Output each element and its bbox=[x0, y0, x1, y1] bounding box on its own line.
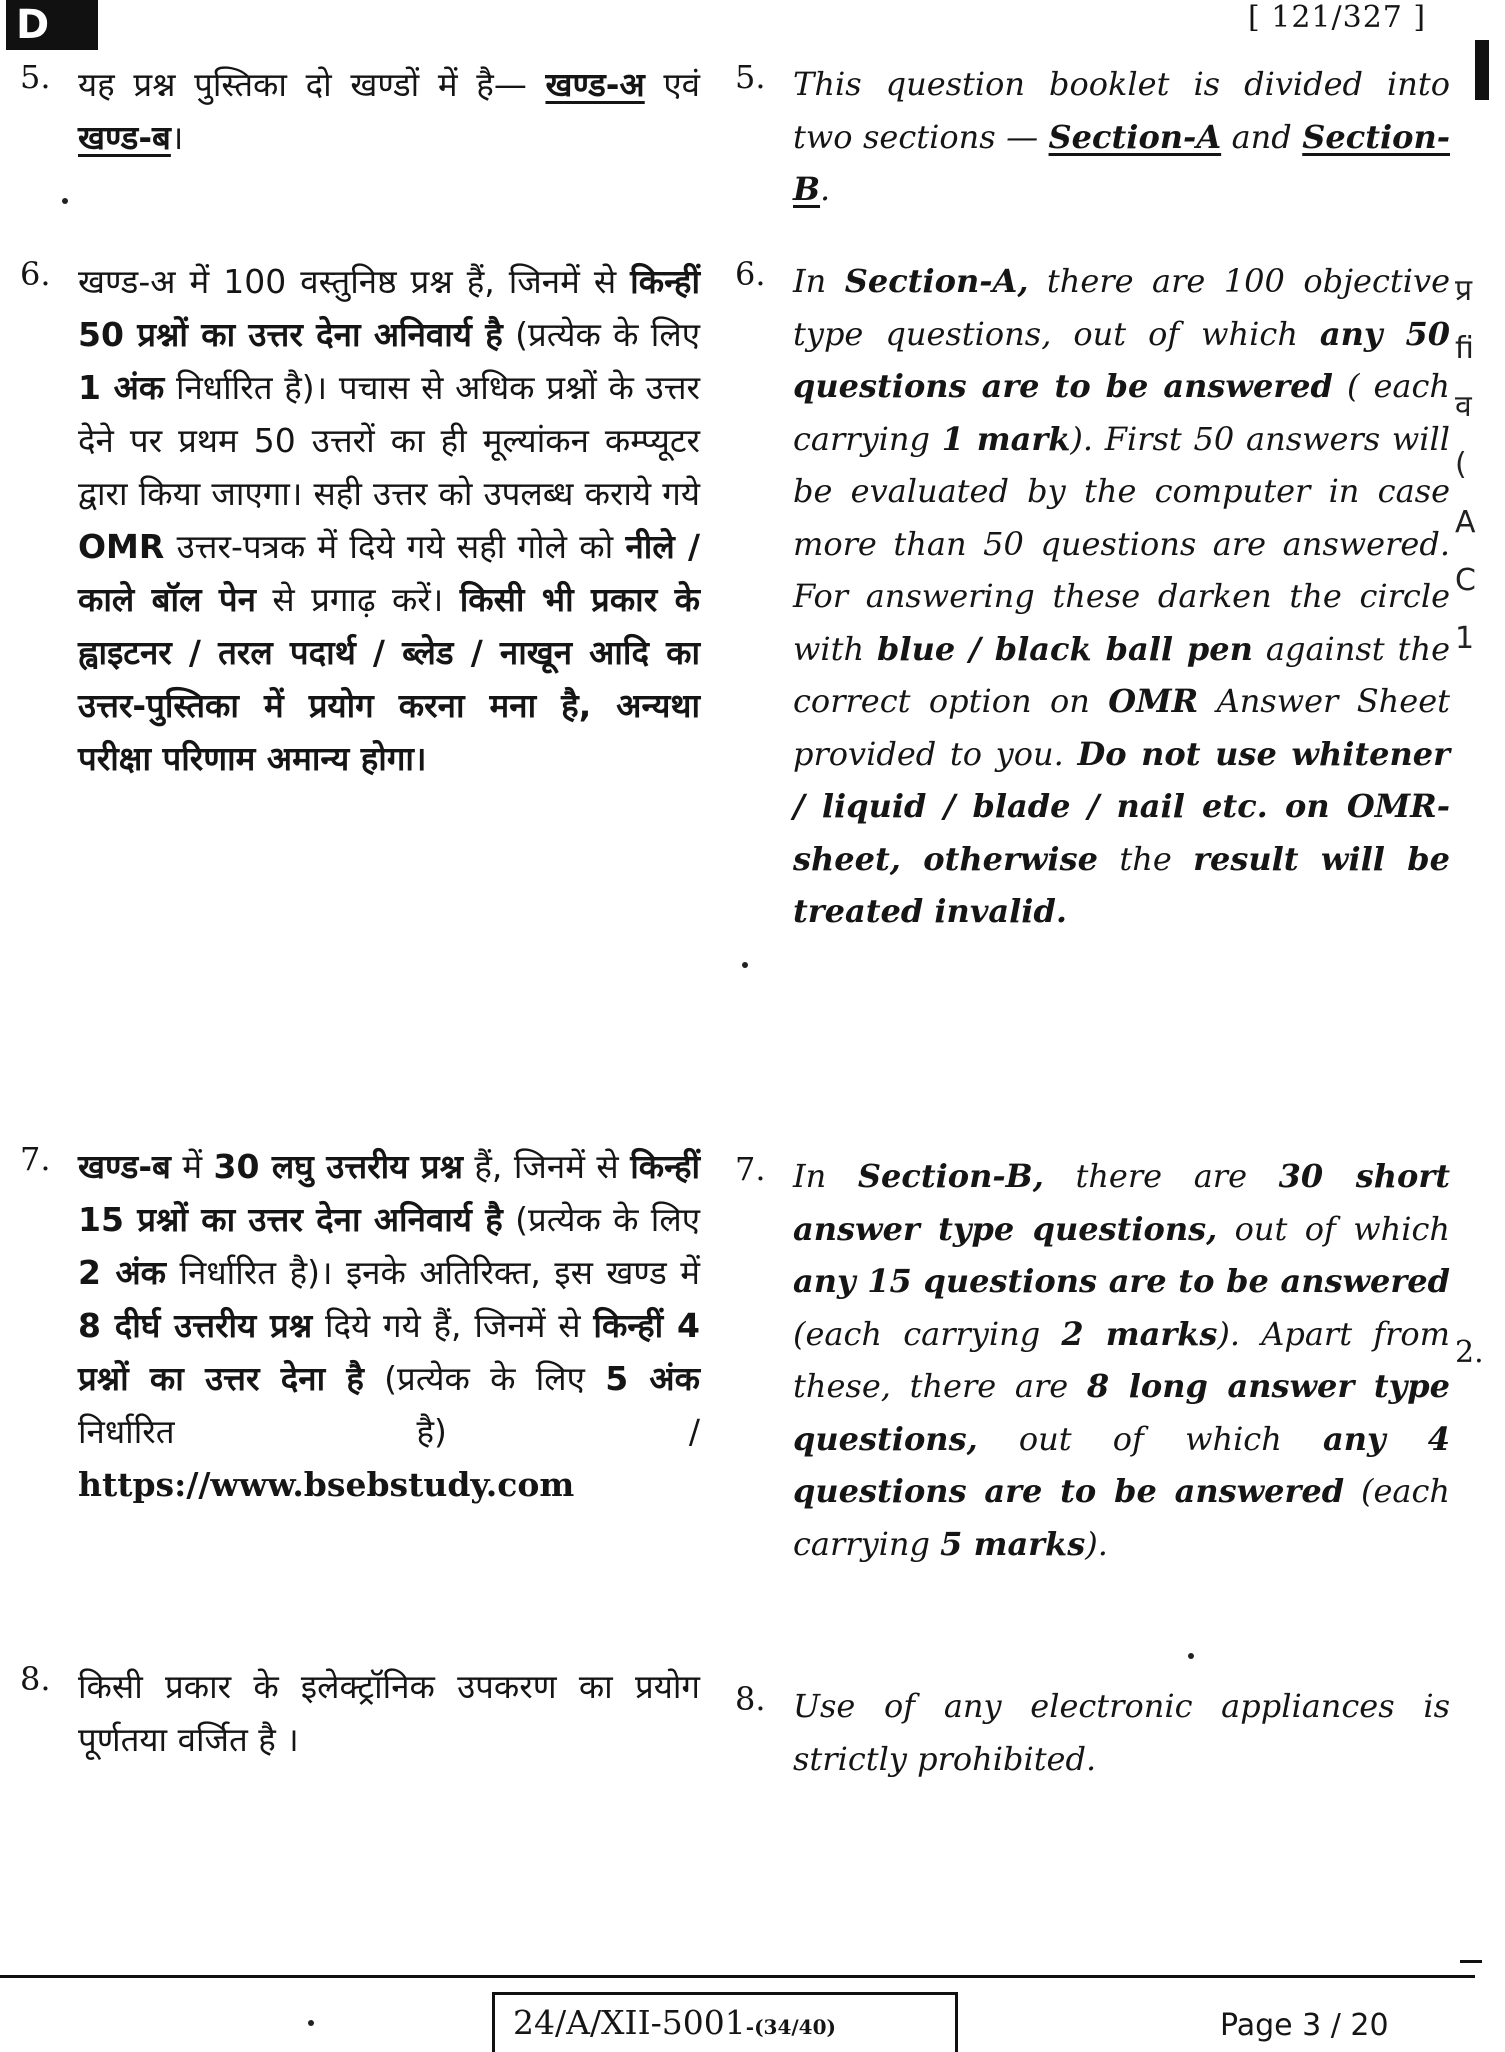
instruction-text bbox=[793, 1680, 1450, 1785]
text-run: हैं, जिनमें से bbox=[462, 1147, 631, 1186]
text-run: In bbox=[793, 262, 845, 300]
text-run: any 15 questions are to be answered bbox=[793, 1262, 1450, 1300]
text-run: 30 लघु उत्तरीय प्रश्न bbox=[213, 1147, 463, 1186]
footer-dash bbox=[1460, 1960, 1482, 1963]
text-run: ). Apart from these, there are bbox=[793, 1314, 1450, 1405]
text-run: 5 marks bbox=[940, 1524, 1086, 1563]
page-number: Page 3 / 20 bbox=[1220, 2008, 1389, 2043]
text-run: से प्रगाढ़ करें। bbox=[255, 580, 460, 619]
margin-glyph: ( bbox=[1455, 447, 1467, 482]
text-run: । bbox=[170, 118, 184, 157]
instruction-text bbox=[793, 58, 1450, 216]
margin-number: 2. bbox=[1455, 1335, 1484, 1370]
paper-code: 24/A/XII-5001 bbox=[513, 2003, 746, 2042]
text-run: किन्हीं 4 प्रश्नों का उत्तर देना है bbox=[78, 1306, 700, 1398]
text-run: any 50 questions are to be answered bbox=[793, 314, 1451, 405]
edge-mark bbox=[1475, 40, 1489, 100]
english-instruction-7 bbox=[735, 1150, 1450, 1570]
text-run: 8 long answer type questions, bbox=[793, 1367, 1451, 1458]
text-run: खण्ड-ब bbox=[78, 1147, 171, 1186]
section-b-label: खण्ड-ब bbox=[78, 118, 171, 157]
item-number: 7. bbox=[20, 1140, 51, 1178]
margin-glyph: व bbox=[1455, 389, 1472, 424]
section-b-label: Section-B bbox=[793, 117, 1451, 208]
text-run: निर्धारित है)। पचास से अधिक प्रश्नों के उत्तर देने पर प्रथम 50 उत्तरों का ही मूल्यांकन कम्प्यूटर द्वारा किया जाएगा। सही उत्तर को उपलब्ध कराये गये bbox=[78, 368, 700, 513]
text-run: result will be treated invalid. bbox=[793, 839, 1451, 930]
text-run: एवं bbox=[644, 65, 700, 104]
item-number: 5. bbox=[735, 58, 766, 96]
text-run: blue / black ball pen bbox=[877, 629, 1253, 668]
scan-speck bbox=[1188, 1653, 1194, 1659]
item-number: 8. bbox=[20, 1660, 51, 1698]
text-run: निर्धारित है)। इनके अतिरिक्त, इस खण्ड में bbox=[166, 1253, 700, 1292]
text-run: In bbox=[793, 1157, 858, 1195]
hindi-instruction-7 bbox=[20, 1140, 700, 1511]
hindi-instruction-5 bbox=[20, 58, 700, 164]
text-run: the bbox=[1097, 839, 1194, 878]
text-run: किसी भी प्रकार के ह्वाइटनर / तरल पदार्थ / ब्लेड / नाखून आदि का उत्तर-पुस्तिका में प्रयोग करना मना है, अन्यथा परीक्षा परिणाम अमान्य होगा। bbox=[78, 580, 700, 778]
english-instruction-5 bbox=[735, 58, 1450, 216]
text-run: Do not use whitener / liquid / blade / nail etc. on OMR-sheet, otherwise bbox=[793, 734, 1451, 878]
english-instruction-6 bbox=[735, 255, 1450, 938]
item-number: 5. bbox=[20, 58, 51, 96]
text-run: ). First 50 answers will be evaluated by the computer in case more than 50 questions are answered. For answering these darken the circle with bbox=[793, 419, 1450, 668]
page-code: [ 121/327 ] bbox=[1248, 0, 1427, 35]
text-run: and bbox=[1221, 117, 1303, 156]
margin-glyph: 1 bbox=[1455, 621, 1475, 656]
text-run: OMR bbox=[78, 527, 165, 566]
text-run: खण्ड-अ में 100 वस्तुनिष्ठ प्रश्न हैं, जिनमें से bbox=[78, 262, 631, 301]
item-number: 8. bbox=[735, 1680, 766, 1718]
text-run: (each carrying bbox=[793, 1314, 1062, 1353]
text-run: This question booklet is divided into two sections — bbox=[793, 65, 1450, 156]
set-badge: D bbox=[6, 0, 98, 50]
instruction-text bbox=[78, 255, 700, 785]
text-run: उत्तर-पत्रक में दिये गये सही गोले को bbox=[164, 527, 626, 566]
source-url: https://www.bsebstudy.com bbox=[78, 1465, 575, 1504]
footer-rule bbox=[0, 1975, 1475, 1978]
english-instruction-8 bbox=[735, 1680, 1450, 1785]
instruction-text bbox=[78, 1660, 700, 1766]
margin-glyphs bbox=[1455, 262, 1500, 668]
text-run: (each carrying bbox=[793, 1472, 1451, 1563]
text-run: में bbox=[170, 1147, 214, 1186]
text-run: ). bbox=[1085, 1524, 1108, 1563]
item-number: 6. bbox=[20, 255, 51, 293]
text-run: किसी प्रकार के इलेक्ट्रॉनिक उपकरण का प्रयोग पूर्णतया वर्जित है । bbox=[78, 1667, 700, 1759]
section-a-label: खण्ड-अ bbox=[545, 65, 645, 104]
text-run: against the correct option on bbox=[793, 629, 1450, 720]
hindi-instruction-6 bbox=[20, 255, 700, 785]
text-run: दिये गये हैं, जिनमें से bbox=[312, 1306, 594, 1345]
text-run: यह प्रश्न पुस्तिका दो खण्डों में है— bbox=[78, 65, 546, 104]
scan-speck bbox=[742, 962, 748, 968]
item-number: 7. bbox=[735, 1150, 766, 1188]
instruction-text bbox=[78, 58, 700, 164]
hindi-instruction-8 bbox=[20, 1660, 700, 1766]
text-run: ( each carrying bbox=[793, 367, 1450, 458]
text-run: 1 अंक bbox=[78, 368, 165, 407]
section-a-label: Section-A bbox=[1048, 117, 1222, 156]
text-run: 2 marks bbox=[1061, 1314, 1218, 1353]
text-run: out of which bbox=[977, 1419, 1324, 1458]
instruction-text bbox=[793, 255, 1450, 938]
scan-speck bbox=[62, 198, 68, 204]
item-number: 6. bbox=[735, 255, 766, 293]
text-run: 8 दीर्घ उत्तरीय प्रश्न bbox=[78, 1306, 313, 1345]
margin-glyph: C bbox=[1455, 563, 1476, 598]
text-run: there are bbox=[1043, 1157, 1279, 1195]
text-run: any 4 questions are to be answered bbox=[793, 1419, 1451, 1510]
margin-glyph: A bbox=[1455, 505, 1476, 540]
text-run: out of which bbox=[1217, 1209, 1451, 1248]
text-run: Section-B, bbox=[857, 1157, 1044, 1195]
paper-code-box bbox=[492, 1992, 958, 2052]
text-run: Section-A, bbox=[844, 262, 1029, 300]
text-run: Use of any electronic appliances is strictly prohibited. bbox=[793, 1687, 1450, 1778]
text-run: किन्हीं 50 प्रश्नों का उत्तर देना अनिवार्य है bbox=[78, 262, 700, 354]
text-run: (प्रत्येक के लिए bbox=[502, 315, 700, 354]
text-run: OMR bbox=[1108, 682, 1199, 720]
margin-glyph: fi bbox=[1455, 331, 1474, 366]
text-run: नीले / काले बॉल पेन bbox=[78, 527, 701, 619]
text-run: (प्रत्येक के लिए bbox=[502, 1200, 700, 1239]
text-run: 5 अंक bbox=[605, 1359, 700, 1398]
text-run: 2 अंक bbox=[78, 1253, 167, 1292]
text-run: किन्हीं 15 प्रश्नों का उत्तर देना अनिवार्य है bbox=[78, 1147, 701, 1239]
margin-glyph: प्र bbox=[1455, 273, 1473, 308]
text-run: निर्धारित है) / bbox=[78, 1412, 700, 1451]
instruction-text bbox=[78, 1140, 700, 1511]
text-run: Answer Sheet provided to you. bbox=[793, 682, 1451, 773]
text-run: 1 mark bbox=[941, 419, 1071, 458]
text-run: there are 100 objective type questions, out of which bbox=[793, 262, 1451, 353]
instruction-text bbox=[793, 1150, 1450, 1570]
text-run: (प्रत्येक के लिए bbox=[363, 1359, 606, 1398]
scan-speck bbox=[308, 2020, 314, 2026]
text-run: . bbox=[820, 170, 831, 208]
text-run: 30 short answer type questions, bbox=[793, 1157, 1451, 1248]
paper-code-suffix: -(34/40) bbox=[745, 2015, 836, 2039]
